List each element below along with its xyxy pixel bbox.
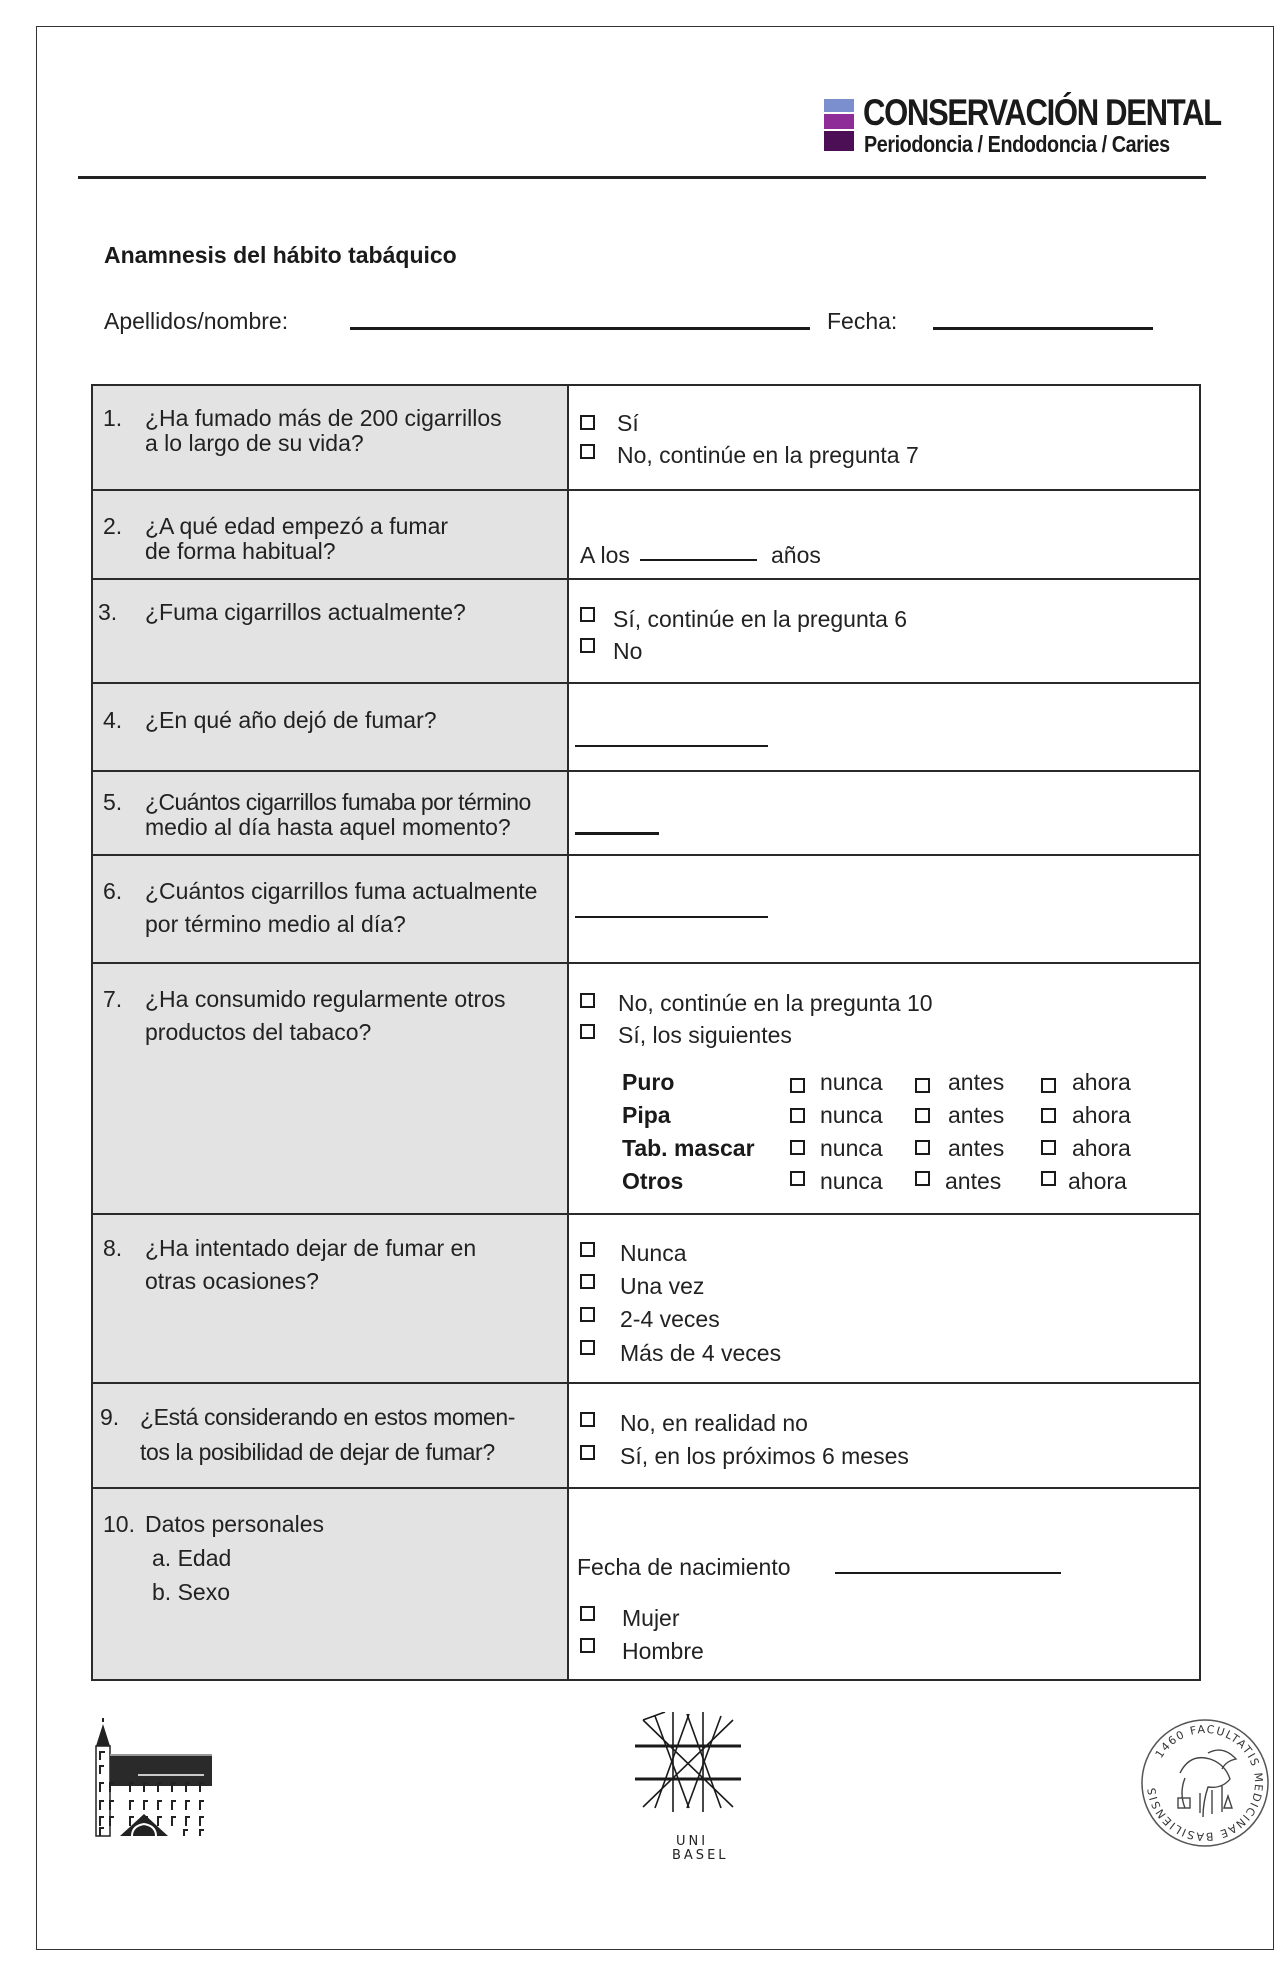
row-divider bbox=[91, 1487, 1201, 1489]
question-text: a lo largo de su vida? bbox=[145, 430, 364, 456]
frequency-label: nunca bbox=[820, 1135, 883, 1161]
checkbox-no[interactable] bbox=[580, 638, 595, 653]
checkbox-otros-nunca[interactable] bbox=[790, 1171, 805, 1186]
brand-bar-light bbox=[824, 99, 854, 112]
option-label: No, continúe en la pregunta 7 bbox=[617, 442, 919, 468]
option-label: Sí, los siguientes bbox=[618, 1022, 792, 1048]
name-field[interactable] bbox=[350, 327, 810, 330]
frequency-label: antes bbox=[945, 1168, 1002, 1194]
option-label: Sí, continúe en la pregunta 6 bbox=[613, 606, 908, 632]
frequency-label: nunca bbox=[820, 1102, 883, 1128]
option-label: No bbox=[613, 638, 643, 664]
frequency-label: nunca bbox=[820, 1168, 883, 1194]
question-text: ¿Cuántos cigarrillos fuma actualmente bbox=[145, 878, 538, 904]
past-cigarettes-field[interactable] bbox=[575, 832, 659, 835]
checkbox-si[interactable] bbox=[580, 415, 595, 430]
option-label: Nunca bbox=[620, 1240, 687, 1266]
option-label: Sí bbox=[617, 410, 639, 436]
checkbox-puro-ahora[interactable] bbox=[1041, 1078, 1056, 1093]
row-divider bbox=[91, 1382, 1201, 1384]
frequency-label: ahora bbox=[1072, 1069, 1131, 1095]
row-divider bbox=[91, 489, 1201, 491]
checkbox-2-4-veces[interactable] bbox=[580, 1307, 595, 1322]
question-number: 2. bbox=[103, 513, 123, 539]
frequency-label: ahora bbox=[1072, 1102, 1131, 1128]
form-title: Anamnesis del hábito tabáquico bbox=[104, 242, 457, 268]
row-divider bbox=[91, 578, 1201, 580]
option-label: Una vez bbox=[620, 1273, 705, 1299]
brand-bar-mid bbox=[824, 114, 854, 129]
basel-text: BASEL bbox=[672, 1848, 729, 1863]
product-label: Otros bbox=[622, 1168, 684, 1194]
question-text: ¿Fuma cigarrillos actualmente? bbox=[145, 599, 466, 625]
question-text: ¿Ha intentado dejar de fumar en bbox=[145, 1235, 477, 1261]
current-cigarettes-field[interactable] bbox=[575, 916, 768, 918]
checkbox-otros-antes[interactable] bbox=[915, 1171, 930, 1186]
checkbox-mas-de-4[interactable] bbox=[580, 1340, 595, 1355]
question-text: ¿Ha fumado más de 200 cigarrillos bbox=[145, 405, 502, 431]
checkbox-puro-nunca[interactable] bbox=[790, 1078, 805, 1093]
brand-subtitle: Periodoncia / Endodoncia / Caries bbox=[864, 131, 1170, 157]
checkbox-si[interactable] bbox=[580, 607, 595, 622]
age-started-field[interactable] bbox=[640, 559, 757, 561]
checkbox-mascar-nunca[interactable] bbox=[790, 1140, 805, 1155]
question-text: Datos personales bbox=[145, 1511, 324, 1537]
checkbox-no-realidad[interactable] bbox=[580, 1412, 595, 1427]
uni-text: UNI bbox=[675, 1834, 709, 1849]
checkbox-pipa-ahora[interactable] bbox=[1041, 1108, 1056, 1123]
frequency-label: ahora bbox=[1068, 1168, 1127, 1194]
uni-basel-text bbox=[672, 1834, 729, 1863]
question-text: ¿A qué edad empezó a fumar bbox=[145, 513, 449, 539]
row-divider bbox=[91, 962, 1201, 964]
product-label: Puro bbox=[622, 1069, 675, 1095]
quit-year-field[interactable] bbox=[575, 745, 768, 747]
checkbox-otros-ahora[interactable] bbox=[1041, 1171, 1056, 1186]
question-text: productos del tabaco? bbox=[145, 1019, 372, 1045]
date-label: Fecha: bbox=[827, 308, 898, 334]
faculty-seal-icon bbox=[1140, 1718, 1270, 1848]
question-text: de forma habitual? bbox=[145, 538, 336, 564]
checkbox-mascar-antes[interactable] bbox=[915, 1140, 930, 1155]
question-text: ¿Ha consumido regularmente otros bbox=[145, 986, 506, 1012]
checkbox-si[interactable] bbox=[580, 1024, 595, 1039]
product-label: Tab. mascar bbox=[622, 1135, 755, 1161]
row-divider bbox=[91, 682, 1201, 684]
brand-bar-dark bbox=[824, 131, 854, 151]
checkbox-no[interactable] bbox=[580, 444, 595, 459]
option-label: Mujer bbox=[622, 1605, 680, 1631]
question-text: ¿Está considerando en estos momen- bbox=[140, 1404, 516, 1430]
option-label: No, en realidad no bbox=[620, 1410, 808, 1436]
birth-date-label: Fecha de nacimiento bbox=[577, 1554, 791, 1580]
answer-prefix: A los bbox=[580, 542, 630, 568]
option-label: Sí, en los próximos 6 meses bbox=[620, 1443, 909, 1469]
question-number: 10. bbox=[103, 1511, 135, 1537]
question-number: 5. bbox=[103, 789, 123, 815]
svg-text:1460 FACULTATIS MEDICINAE BASI bbox=[1145, 1723, 1265, 1843]
row-divider bbox=[91, 1213, 1201, 1215]
brand-color-bars bbox=[824, 99, 854, 151]
brand-title: CONSERVACIÓN DENTAL bbox=[863, 92, 1221, 133]
option-label: 2-4 veces bbox=[620, 1306, 720, 1332]
checkbox-puro-antes[interactable] bbox=[915, 1078, 930, 1093]
checkbox-mujer[interactable] bbox=[580, 1606, 595, 1621]
option-label: No, continúe en la pregunta 10 bbox=[618, 990, 933, 1016]
option-label: Más de 4 veces bbox=[620, 1340, 782, 1366]
answer-suffix: años bbox=[771, 542, 821, 568]
checkbox-una-vez[interactable] bbox=[580, 1274, 595, 1289]
checkbox-si-6-meses[interactable] bbox=[580, 1445, 595, 1460]
question-number: 8. bbox=[103, 1235, 123, 1261]
question-number: 1. bbox=[103, 405, 123, 431]
question-text: ¿Cuántos cigarrillos fumaba por término bbox=[145, 789, 531, 815]
frequency-label: nunca bbox=[820, 1069, 883, 1095]
building-logo-icon bbox=[94, 1718, 224, 1838]
date-field[interactable] bbox=[933, 327, 1153, 330]
checkbox-hombre[interactable] bbox=[580, 1638, 595, 1653]
seal-text: 1460 FACULTATIS MEDICINAE BASILIENSIS bbox=[1145, 1722, 1266, 1844]
row-divider bbox=[91, 854, 1201, 856]
question-text: ¿En qué año dejó de fumar? bbox=[145, 707, 437, 733]
question-text: por término medio al día? bbox=[145, 911, 406, 937]
question-number: 3. bbox=[98, 599, 118, 625]
question-text: medio al día hasta aquel momento? bbox=[145, 814, 511, 840]
name-label: Apellidos/nombre: bbox=[104, 308, 289, 334]
option-label: Hombre bbox=[622, 1638, 704, 1664]
question-text: tos la posibilidad de dejar de fumar? bbox=[140, 1439, 495, 1465]
question-number: 9. bbox=[100, 1404, 120, 1430]
question-subitem: a. Edad bbox=[152, 1545, 232, 1571]
header-divider bbox=[78, 176, 1206, 179]
frequency-label: antes bbox=[948, 1102, 1005, 1128]
frequency-label: antes bbox=[948, 1135, 1005, 1161]
checkbox-pipa-antes[interactable] bbox=[915, 1108, 930, 1123]
product-label: Pipa bbox=[622, 1102, 671, 1128]
frequency-label: ahora bbox=[1072, 1135, 1131, 1161]
question-subitem: b. Sexo bbox=[152, 1579, 230, 1605]
row-divider bbox=[91, 770, 1201, 772]
frequency-label: antes bbox=[948, 1069, 1005, 1095]
question-number: 4. bbox=[103, 707, 123, 733]
checkbox-mascar-ahora[interactable] bbox=[1041, 1140, 1056, 1155]
question-text: otras ocasiones? bbox=[145, 1268, 319, 1294]
question-number: 6. bbox=[103, 878, 123, 904]
checkbox-no[interactable] bbox=[580, 993, 595, 1008]
checkbox-nunca[interactable] bbox=[580, 1242, 595, 1257]
birth-date-field[interactable] bbox=[835, 1572, 1061, 1574]
checkbox-pipa-nunca[interactable] bbox=[790, 1108, 805, 1123]
question-number: 7. bbox=[103, 986, 123, 1012]
